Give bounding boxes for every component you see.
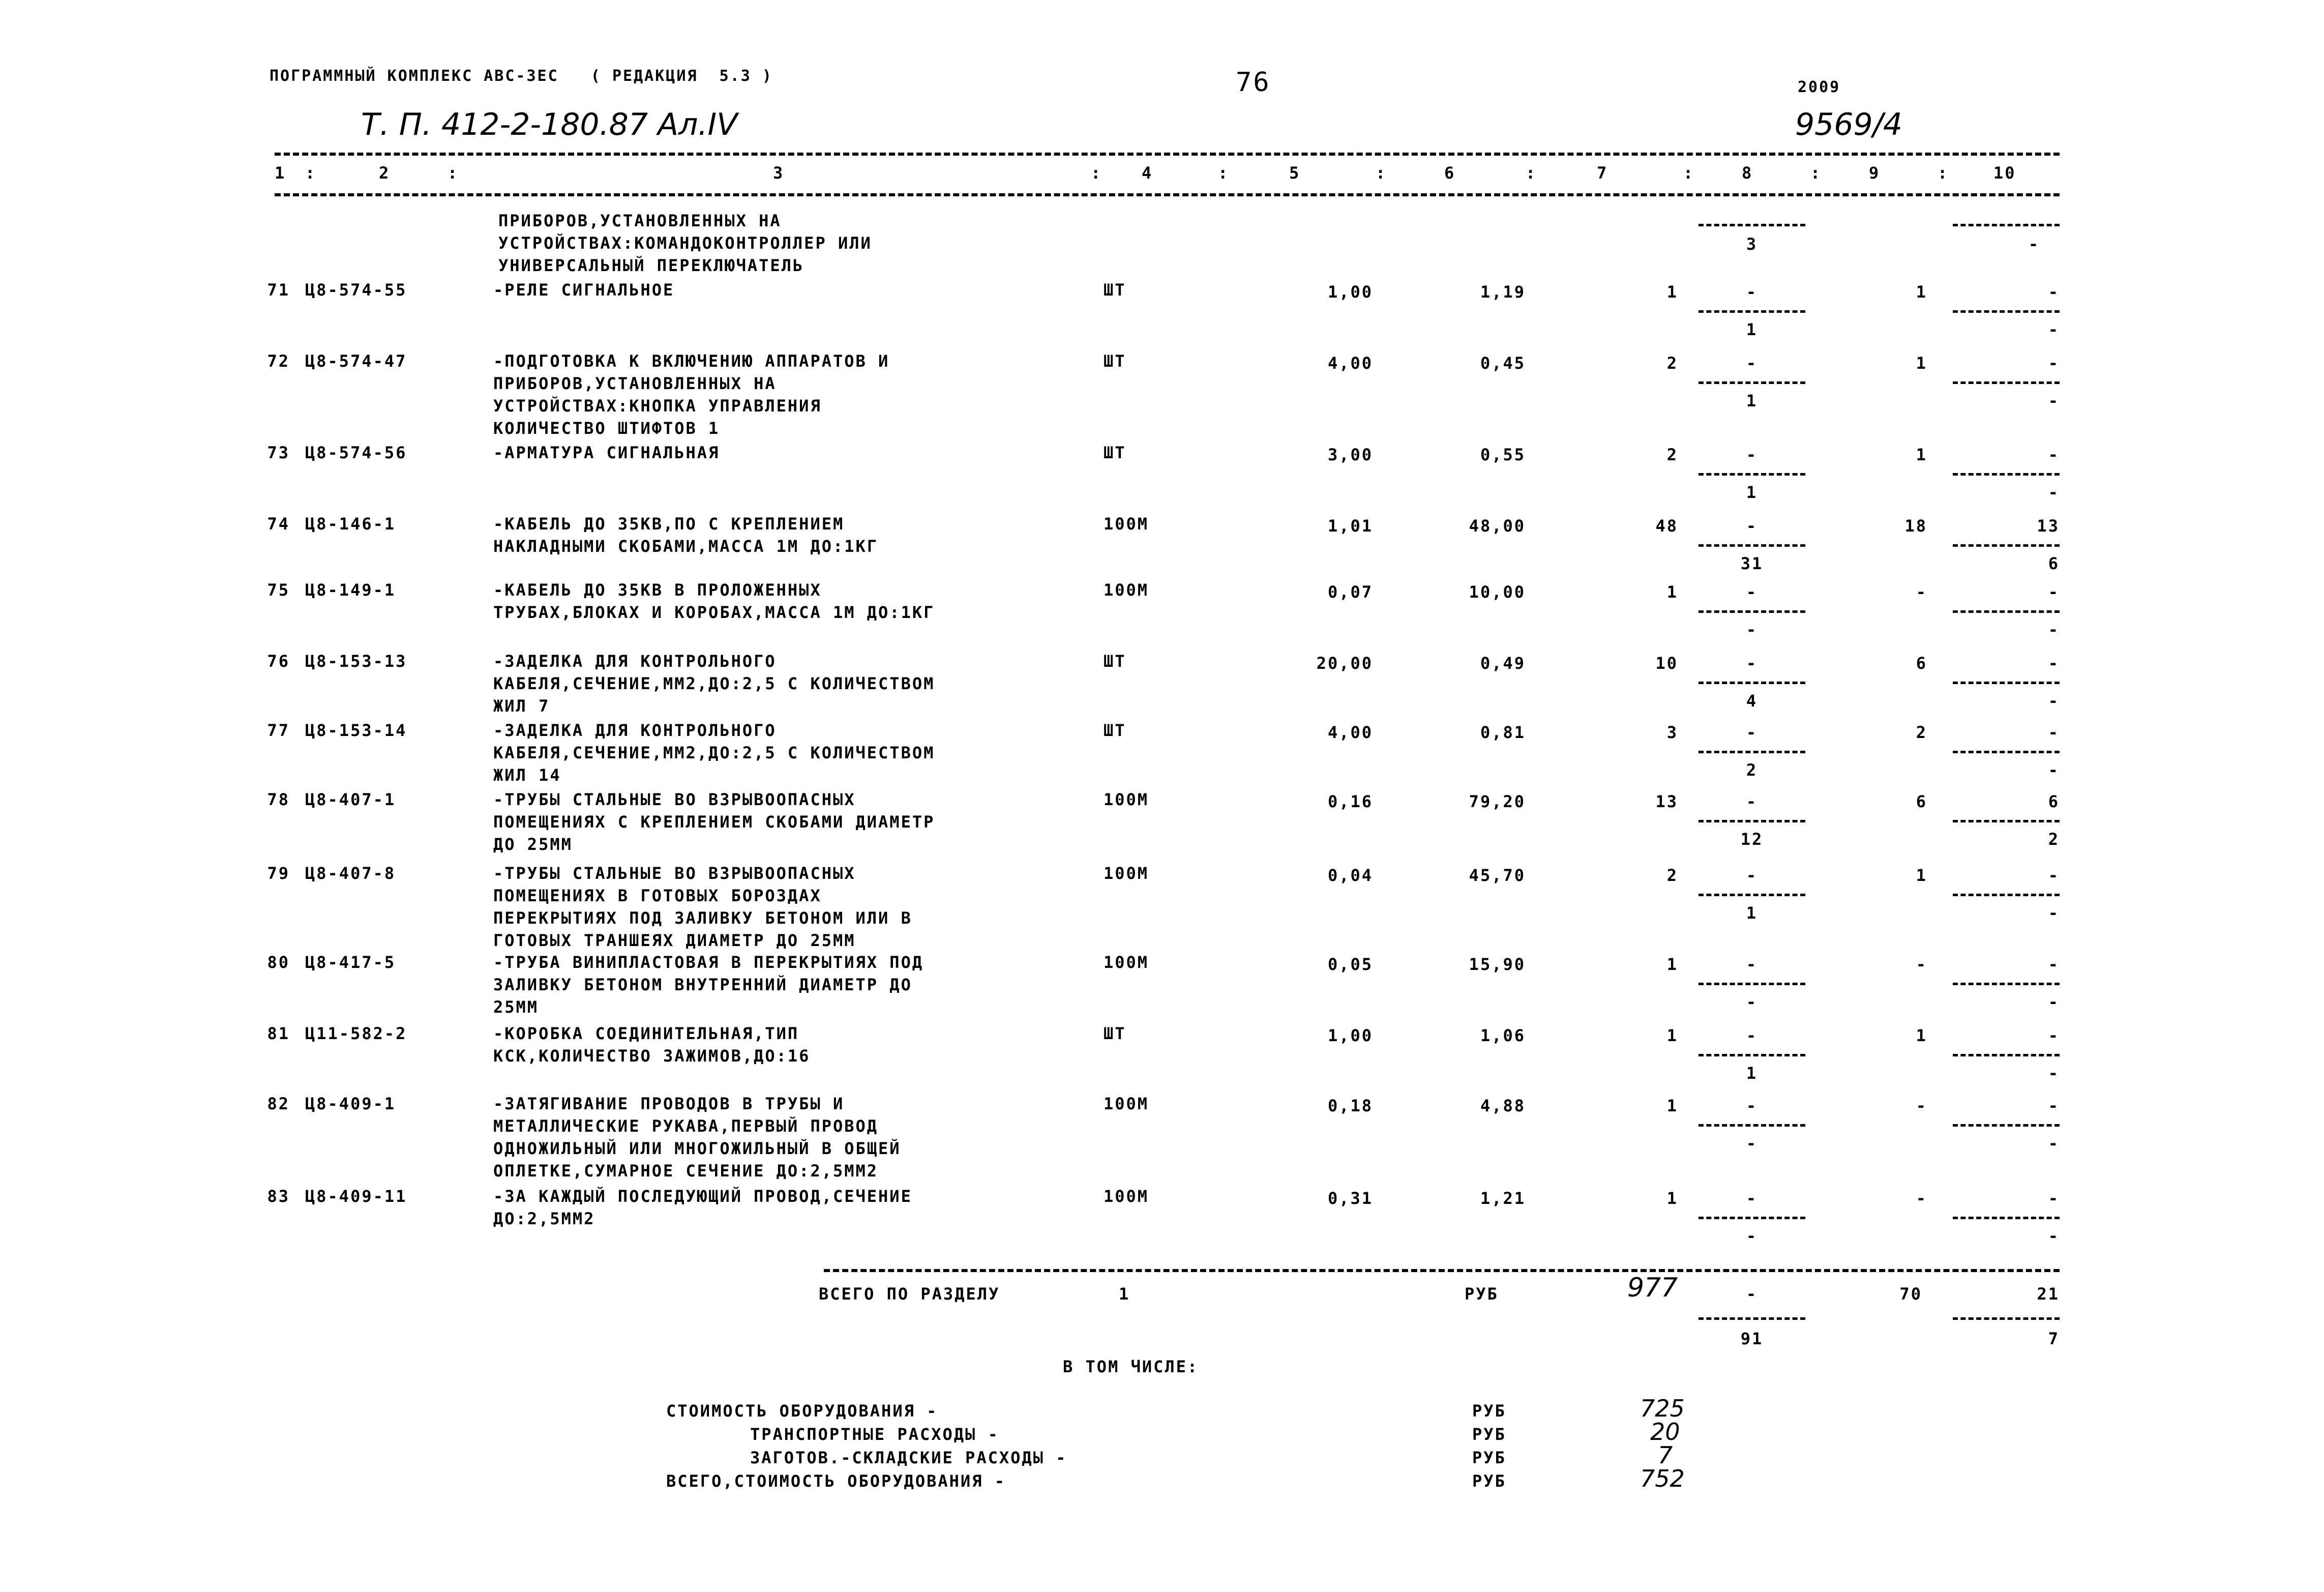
row-c8-top: - bbox=[1746, 723, 1758, 742]
row-number: 81 bbox=[267, 1024, 290, 1043]
row-unit: ШТ bbox=[1104, 280, 1126, 300]
row-quantity: 0,04 bbox=[1327, 866, 1373, 885]
row-code: Ц8-407-8 bbox=[305, 864, 396, 883]
row-description-line: ПОМЕЩЕНИЯХ В ГОТОВЫХ БОРОЗДАХ bbox=[493, 886, 822, 905]
section-total-c10-top: 21 bbox=[2037, 1284, 2060, 1304]
row-number: 71 bbox=[267, 280, 290, 300]
row-unit: ШТ bbox=[1104, 652, 1126, 671]
row-unit-price: 10,00 bbox=[1469, 582, 1526, 602]
section-total-c10-bottom: 7 bbox=[2048, 1329, 2060, 1348]
col-7-header: 7 bbox=[1597, 163, 1608, 183]
row-description-line: -АРМАТУРА СИГНАЛЬНАЯ bbox=[493, 443, 720, 462]
row-quantity: 0,07 bbox=[1327, 582, 1373, 602]
row-total: 1 bbox=[1666, 282, 1678, 302]
col8-divider bbox=[1699, 751, 1805, 753]
row-quantity: 0,31 bbox=[1327, 1189, 1373, 1208]
row-c8-bottom: 4 bbox=[1746, 691, 1758, 711]
col10-divider bbox=[1953, 381, 2060, 384]
row-description-line: КОЛИЧЕСТВО ШТИФТОВ 1 bbox=[493, 419, 720, 438]
row-description-line: ДО 25ММ bbox=[493, 835, 573, 854]
row-total: 2 bbox=[1666, 353, 1678, 373]
row-description-line: ЖИЛ 14 bbox=[493, 765, 561, 785]
header-rule-top bbox=[275, 153, 2060, 156]
col-8-header: 8 bbox=[1742, 163, 1753, 183]
section-total-c9: 70 bbox=[1899, 1284, 1922, 1304]
row-description-line: ПЕРЕКРЫТИЯХ ПОД ЗАЛИВКУ БЕТОНОМ ИЛИ В bbox=[493, 908, 912, 928]
row-total: 10 bbox=[1655, 654, 1678, 673]
col8-divider bbox=[1699, 1317, 1805, 1320]
row-description-line: -ЗА КАЖДЫЙ ПОСЛЕДУЮЩИЙ ПРОВОД,СЕЧЕНИЕ bbox=[493, 1187, 912, 1206]
row-code: Ц8-153-14 bbox=[305, 721, 407, 740]
row-unit: ШТ bbox=[1104, 443, 1126, 462]
row-unit: 100М bbox=[1104, 1187, 1149, 1206]
row-description-line: 25ММ bbox=[493, 997, 539, 1017]
row-quantity: 4,00 bbox=[1327, 353, 1373, 373]
col10-divider bbox=[1953, 1317, 2060, 1320]
col-sep: : bbox=[1810, 163, 1822, 183]
row-c8-top: - bbox=[1746, 1096, 1758, 1115]
row-c9: 1 bbox=[1916, 445, 1927, 464]
row-number: 82 bbox=[267, 1094, 290, 1113]
col-5-header: 5 bbox=[1289, 163, 1301, 183]
row-c9: 6 bbox=[1916, 792, 1927, 811]
row-c10-top: - bbox=[2048, 353, 2060, 373]
col-sep: : bbox=[1938, 163, 1949, 183]
col8-divider bbox=[1699, 983, 1805, 985]
col-sep: : bbox=[1526, 163, 1537, 183]
row-description-line: ПРИБОРОВ,УСТАНОВЛЕННЫХ НА bbox=[493, 374, 777, 393]
row-number: 77 bbox=[267, 721, 290, 740]
row-total: 1 bbox=[1666, 1096, 1678, 1115]
including-unit: РУБ bbox=[1472, 1448, 1506, 1467]
including-unit: РУБ bbox=[1472, 1425, 1506, 1444]
row-code: Ц8-417-5 bbox=[305, 953, 396, 972]
row-c10-top: - bbox=[2048, 582, 2060, 602]
row-c8-bottom: - bbox=[1746, 1134, 1758, 1153]
row-c10-bottom: - bbox=[2048, 1064, 2060, 1083]
row-description-line: -ЗАДЕЛКА ДЛЯ КОНТРОЛЬНОГО bbox=[493, 721, 777, 740]
row-c9: - bbox=[1916, 1096, 1927, 1115]
row-c10-bottom: - bbox=[2048, 1134, 2060, 1153]
including-label: ТРАНСПОРТНЫЕ РАСХОДЫ - bbox=[750, 1425, 999, 1444]
row-description-line: НАКЛАДНЫМИ СКОБАМИ,МАССА 1М ДО:1КГ bbox=[493, 537, 879, 556]
row-quantity: 0,16 bbox=[1327, 792, 1373, 811]
continuation-line: ПРИБОРОВ,УСТАНОВЛЕННЫХ НА bbox=[498, 211, 782, 230]
row-code: Ц8-149-1 bbox=[305, 580, 396, 600]
row-code: Ц8-407-1 bbox=[305, 790, 396, 809]
col8-divider bbox=[1699, 682, 1805, 684]
project-code: Т. П. 412-2-180.87 Ал.IV bbox=[361, 107, 738, 142]
row-c8-bottom: 1 bbox=[1746, 1064, 1758, 1083]
col10-divider bbox=[1953, 224, 2060, 226]
row-description-line: УСТРОЙСТВАХ:КНОПКА УПРАВЛЕНИЯ bbox=[493, 396, 822, 416]
row-description-line: МЕТАЛЛИЧЕСКИЕ РУКАВА,ПЕРВЫЙ ПРОВОД bbox=[493, 1116, 879, 1136]
row-c9: - bbox=[1916, 1189, 1927, 1208]
row-quantity: 3,00 bbox=[1327, 445, 1373, 464]
row-quantity: 1,00 bbox=[1327, 1026, 1373, 1045]
row-unit-price: 15,90 bbox=[1469, 955, 1526, 974]
col8-divider bbox=[1699, 381, 1805, 384]
col10-divider bbox=[1953, 1217, 2060, 1219]
including-label: СТОИМОСТЬ ОБОРУДОВАНИЯ - bbox=[666, 1401, 938, 1421]
row-description-line: ОДНОЖИЛЬНЫЙ ИЛИ МНОГОЖИЛЬНЫЙ В ОБЩЕЙ bbox=[493, 1139, 901, 1158]
col-sep: : bbox=[305, 163, 317, 183]
row-c8-bottom: 2 bbox=[1746, 760, 1758, 780]
row-total: 1 bbox=[1666, 582, 1678, 602]
col-sep: : bbox=[1683, 163, 1695, 183]
row-code: Ц8-409-11 bbox=[305, 1187, 407, 1206]
row-c8-bottom: 1 bbox=[1746, 483, 1758, 502]
row-total: 3 bbox=[1666, 723, 1678, 742]
section-total-qty: 1 bbox=[1119, 1284, 1130, 1304]
row-c8-bottom: 1 bbox=[1746, 320, 1758, 339]
col8-divider bbox=[1699, 820, 1805, 822]
row-c9: 1 bbox=[1916, 353, 1927, 373]
row-unit-price: 1,06 bbox=[1480, 1026, 1526, 1045]
row-c9: 1 bbox=[1916, 1026, 1927, 1045]
including-value: 752 bbox=[1640, 1465, 1685, 1492]
col10-divider bbox=[1953, 610, 2060, 613]
row-code: Ц8-574-47 bbox=[305, 351, 407, 371]
row-c8-top: - bbox=[1746, 792, 1758, 811]
row-c10-top: 6 bbox=[2048, 792, 2060, 811]
row-description-line: ТРУБАХ,БЛОКАХ И КОРОБАХ,МАССА 1М ДО:1КГ bbox=[493, 603, 935, 622]
including-unit: РУБ bbox=[1472, 1401, 1506, 1421]
row-c10-bottom: - bbox=[2048, 620, 2060, 639]
col10-divider bbox=[1953, 1054, 2060, 1056]
row-c10-top: - bbox=[2048, 955, 2060, 974]
row-unit: 100М bbox=[1104, 953, 1149, 972]
col8-bottom: 3 bbox=[1746, 234, 1758, 254]
row-c8-top: - bbox=[1746, 516, 1758, 536]
row-number: 79 bbox=[267, 864, 290, 883]
row-c8-top: - bbox=[1746, 866, 1758, 885]
including-unit: РУБ bbox=[1472, 1471, 1506, 1491]
section-total-c8-top: - bbox=[1746, 1284, 1758, 1304]
row-unit: ШТ bbox=[1104, 1024, 1126, 1043]
row-c10-bottom: - bbox=[2048, 391, 2060, 410]
row-unit: 100М bbox=[1104, 864, 1149, 883]
col-9-header: 9 bbox=[1869, 163, 1881, 183]
row-total: 2 bbox=[1666, 445, 1678, 464]
row-description-line: -ТРУБЫ СТАЛЬНЫЕ ВО ВЗРЫВООПАСНЫХ bbox=[493, 790, 856, 809]
row-unit: 100М bbox=[1104, 580, 1149, 600]
row-c8-top: - bbox=[1746, 582, 1758, 602]
row-c8-bottom: 12 bbox=[1740, 830, 1764, 849]
row-code: Ц8-574-55 bbox=[305, 280, 407, 300]
continuation-line: УНИВЕРСАЛЬНЫЙ ПЕРЕКЛЮЧАТЕЛЬ bbox=[498, 256, 805, 275]
row-code: Ц8-153-13 bbox=[305, 652, 407, 671]
row-unit-price: 48,00 bbox=[1469, 516, 1526, 536]
row-total: 2 bbox=[1666, 866, 1678, 885]
row-c10-bottom: 6 bbox=[2048, 554, 2060, 573]
row-quantity: 1,01 bbox=[1327, 516, 1373, 536]
row-quantity: 20,00 bbox=[1316, 654, 1373, 673]
row-c10-bottom: - bbox=[2048, 691, 2060, 711]
row-c8-bottom: - bbox=[1746, 992, 1758, 1012]
row-number: 83 bbox=[267, 1187, 290, 1206]
row-total: 1 bbox=[1666, 1026, 1678, 1045]
col-3-header: 3 bbox=[773, 163, 785, 183]
row-c10-bottom: - bbox=[2048, 992, 2060, 1012]
row-description-line: КАБЕЛЯ,СЕЧЕНИЕ,ММ2,ДО:2,5 С КОЛИЧЕСТВОМ bbox=[493, 743, 935, 762]
row-total: 1 bbox=[1666, 955, 1678, 974]
col8-divider bbox=[1699, 610, 1805, 613]
row-unit-price: 79,20 bbox=[1469, 792, 1526, 811]
col8-divider bbox=[1699, 310, 1805, 313]
row-description-line: -ПОДГОТОВКА К ВКЛЮЧЕНИЮ АППАРАТОВ И bbox=[493, 351, 890, 371]
col-10-header: 10 bbox=[1993, 163, 2016, 183]
row-c8-top: - bbox=[1746, 1026, 1758, 1045]
row-description-line: ОПЛЕТКЕ,СУМАРНОЕ СЕЧЕНИЕ ДО:2,5ММ2 bbox=[493, 1161, 879, 1181]
row-unit-price: 45,70 bbox=[1469, 866, 1526, 885]
row-quantity: 1,00 bbox=[1327, 282, 1373, 302]
row-c10-top: - bbox=[2048, 866, 2060, 885]
row-description-line: ГОТОВЫХ ТРАНШЕЯХ ДИАМЕТР ДО 25ММ bbox=[493, 931, 856, 950]
section-total-amount: 977 bbox=[1627, 1273, 1678, 1303]
row-c10-top: - bbox=[2048, 654, 2060, 673]
year: 2009 bbox=[1798, 78, 1841, 96]
row-description-line: -ТРУБА ВИНИПЛАСТОВАЯ В ПЕРЕКРЫТИЯХ ПОД bbox=[493, 953, 924, 972]
row-c8-bottom: 1 bbox=[1746, 903, 1758, 923]
including-value: 725 bbox=[1640, 1395, 1685, 1422]
row-unit: ШТ bbox=[1104, 351, 1126, 371]
col8-divider bbox=[1699, 1217, 1805, 1219]
row-c8-top: - bbox=[1746, 654, 1758, 673]
row-description-line: -РЕЛЕ СИГНАЛЬНОЕ bbox=[493, 280, 675, 300]
row-description-line: КАБЕЛЯ,СЕЧЕНИЕ,ММ2,ДО:2,5 С КОЛИЧЕСТВОМ bbox=[493, 674, 935, 693]
row-c9: 2 bbox=[1916, 723, 1927, 742]
program-title: ПОГРАММНЫЙ КОМПЛЕКС АВС-ЗЕС ( РЕДАКЦИЯ 5.3 ) bbox=[270, 67, 773, 85]
col8-divider bbox=[1699, 894, 1805, 896]
row-c8-bottom: 1 bbox=[1746, 391, 1758, 410]
including-value: 20 bbox=[1650, 1418, 1680, 1446]
page-number: 76 bbox=[1236, 67, 1271, 98]
col8-divider bbox=[1699, 473, 1805, 476]
row-unit: ШТ bbox=[1104, 721, 1126, 740]
row-unit-price: 0,45 bbox=[1480, 353, 1526, 373]
row-c10-bottom: - bbox=[2048, 320, 2060, 339]
col-sep: : bbox=[1218, 163, 1230, 183]
row-unit: 100М bbox=[1104, 790, 1149, 809]
row-number: 80 bbox=[267, 953, 290, 972]
col8-divider bbox=[1699, 1054, 1805, 1056]
row-total: 1 bbox=[1666, 1189, 1678, 1208]
row-c9: 1 bbox=[1916, 282, 1927, 302]
row-code: Ц11-582-2 bbox=[305, 1024, 407, 1043]
col-sep: : bbox=[1376, 163, 1387, 183]
col8-divider bbox=[1699, 1124, 1805, 1127]
row-number: 73 bbox=[267, 443, 290, 462]
row-description-line: -КАБЕЛЬ ДО 35КВ,ПО С КРЕПЛЕНИЕМ bbox=[493, 514, 845, 534]
row-unit-price: 4,88 bbox=[1480, 1096, 1526, 1115]
col8-divider bbox=[1699, 224, 1805, 226]
doc-number: 9569/4 bbox=[1795, 107, 1903, 142]
row-unit-price: 1,21 bbox=[1480, 1189, 1526, 1208]
row-c10-top: - bbox=[2048, 445, 2060, 464]
row-description-line: -КАБЕЛЬ ДО 35КВ В ПРОЛОЖЕННЫХ bbox=[493, 580, 822, 600]
row-quantity: 0,18 bbox=[1327, 1096, 1373, 1115]
row-quantity: 0,05 bbox=[1327, 955, 1373, 974]
row-c8-bottom: - bbox=[1746, 1226, 1758, 1246]
col10-divider bbox=[1953, 983, 2060, 985]
including-label: ЗАГОТОВ.-СКЛАДСКИЕ РАСХОДЫ - bbox=[750, 1448, 1067, 1467]
row-unit-price: 0,55 bbox=[1480, 445, 1526, 464]
row-total: 13 bbox=[1655, 792, 1678, 811]
row-number: 78 bbox=[267, 790, 290, 809]
col10-divider bbox=[1953, 310, 2060, 313]
col-6-header: 6 bbox=[1444, 163, 1456, 183]
header-rule-bottom bbox=[275, 193, 2060, 196]
row-c8-bottom: - bbox=[1746, 620, 1758, 639]
row-c9: - bbox=[1916, 955, 1927, 974]
row-unit-price: 1,19 bbox=[1480, 282, 1526, 302]
row-c10-bottom: - bbox=[2048, 1226, 2060, 1246]
row-code: Ц8-409-1 bbox=[305, 1094, 396, 1113]
row-c10-top: - bbox=[2048, 1189, 2060, 1208]
col10-divider bbox=[1953, 751, 2060, 753]
section-total-c8-bottom: 91 bbox=[1740, 1329, 1764, 1348]
row-unit-price: 0,49 bbox=[1480, 654, 1526, 673]
including-heading: В ТОМ ЧИСЛЕ: bbox=[1063, 1357, 1199, 1376]
row-code: Ц8-574-56 bbox=[305, 443, 407, 462]
row-description-line: ЖИЛ 7 bbox=[493, 696, 550, 716]
total-rule-top bbox=[824, 1269, 2060, 1272]
row-description-line: -ЗАТЯГИВАНИЕ ПРОВОДОВ В ТРУБЫ И bbox=[493, 1094, 845, 1113]
row-c8-top: - bbox=[1746, 445, 1758, 464]
including-label: ВСЕГО,СТОИМОСТЬ ОБОРУДОВАНИЯ - bbox=[666, 1471, 1006, 1491]
row-c8-top: - bbox=[1746, 1189, 1758, 1208]
col10-bottom: - bbox=[2028, 234, 2040, 254]
row-c10-bottom: - bbox=[2048, 483, 2060, 502]
row-description-line: -КОРОБКА СОЕДИНИТЕЛЬНАЯ,ТИП bbox=[493, 1024, 799, 1043]
row-c10-top: - bbox=[2048, 723, 2060, 742]
col10-divider bbox=[1953, 544, 2060, 547]
row-c9: 6 bbox=[1916, 654, 1927, 673]
col-4-header: 4 bbox=[1142, 163, 1153, 183]
row-description-line: ДО:2,5ММ2 bbox=[493, 1209, 595, 1228]
col10-divider bbox=[1953, 820, 2060, 822]
row-c8-top: - bbox=[1746, 955, 1758, 974]
row-c10-top: - bbox=[2048, 282, 2060, 302]
row-description-line: ЗАЛИВКУ БЕТОНОМ ВНУТРЕННИЙ ДИАМЕТР ДО bbox=[493, 975, 912, 994]
row-c10-bottom: - bbox=[2048, 903, 2060, 923]
section-total-unit: РУБ bbox=[1465, 1284, 1499, 1304]
including-value: 7 bbox=[1658, 1441, 1673, 1469]
row-c9: - bbox=[1916, 582, 1927, 602]
col-sep: : bbox=[448, 163, 459, 183]
row-number: 72 bbox=[267, 351, 290, 371]
continuation-line: УСТРОЙСТВАХ:КОМАНДОКОНТРОЛЛЕР ИЛИ bbox=[498, 233, 872, 253]
section-total-label: ВСЕГО ПО РАЗДЕЛУ bbox=[819, 1284, 1000, 1304]
col10-divider bbox=[1953, 682, 2060, 684]
row-quantity: 4,00 bbox=[1327, 723, 1373, 742]
row-c8-top: - bbox=[1746, 282, 1758, 302]
row-description-line: -ЗАДЕЛКА ДЛЯ КОНТРОЛЬНОГО bbox=[493, 652, 777, 671]
row-number: 76 bbox=[267, 652, 290, 671]
row-c10-top: - bbox=[2048, 1026, 2060, 1045]
row-total: 48 bbox=[1655, 516, 1678, 536]
row-number: 75 bbox=[267, 580, 290, 600]
row-description-line: ПОМЕЩЕНИЯХ С КРЕПЛЕНИЕМ СКОБАМИ ДИАМЕТР bbox=[493, 812, 935, 832]
row-c8-bottom: 31 bbox=[1740, 554, 1764, 573]
row-c10-top: - bbox=[2048, 1096, 2060, 1115]
row-unit-price: 0,81 bbox=[1480, 723, 1526, 742]
row-c10-top: 13 bbox=[2037, 516, 2060, 536]
row-unit: 100М bbox=[1104, 514, 1149, 534]
col-sep: : bbox=[1091, 163, 1103, 183]
row-c8-top: - bbox=[1746, 353, 1758, 373]
col8-divider bbox=[1699, 544, 1805, 547]
row-c9: 1 bbox=[1916, 866, 1927, 885]
col10-divider bbox=[1953, 473, 2060, 476]
col-1-header: 1 bbox=[275, 163, 286, 183]
col10-divider bbox=[1953, 894, 2060, 896]
row-c10-bottom: - bbox=[2048, 760, 2060, 780]
row-description-line: КСК,КОЛИЧЕСТВО ЗАЖИМОВ,ДО:16 bbox=[493, 1046, 811, 1066]
row-number: 74 bbox=[267, 514, 290, 534]
row-description-line: -ТРУБЫ СТАЛЬНЫЕ ВО ВЗРЫВООПАСНЫХ bbox=[493, 864, 856, 883]
row-c10-bottom: 2 bbox=[2048, 830, 2060, 849]
col10-divider bbox=[1953, 1124, 2060, 1127]
row-code: Ц8-146-1 bbox=[305, 514, 396, 534]
row-c9: 18 bbox=[1904, 516, 1927, 536]
row-unit: 100М bbox=[1104, 1094, 1149, 1113]
col-2-header: 2 bbox=[379, 163, 391, 183]
